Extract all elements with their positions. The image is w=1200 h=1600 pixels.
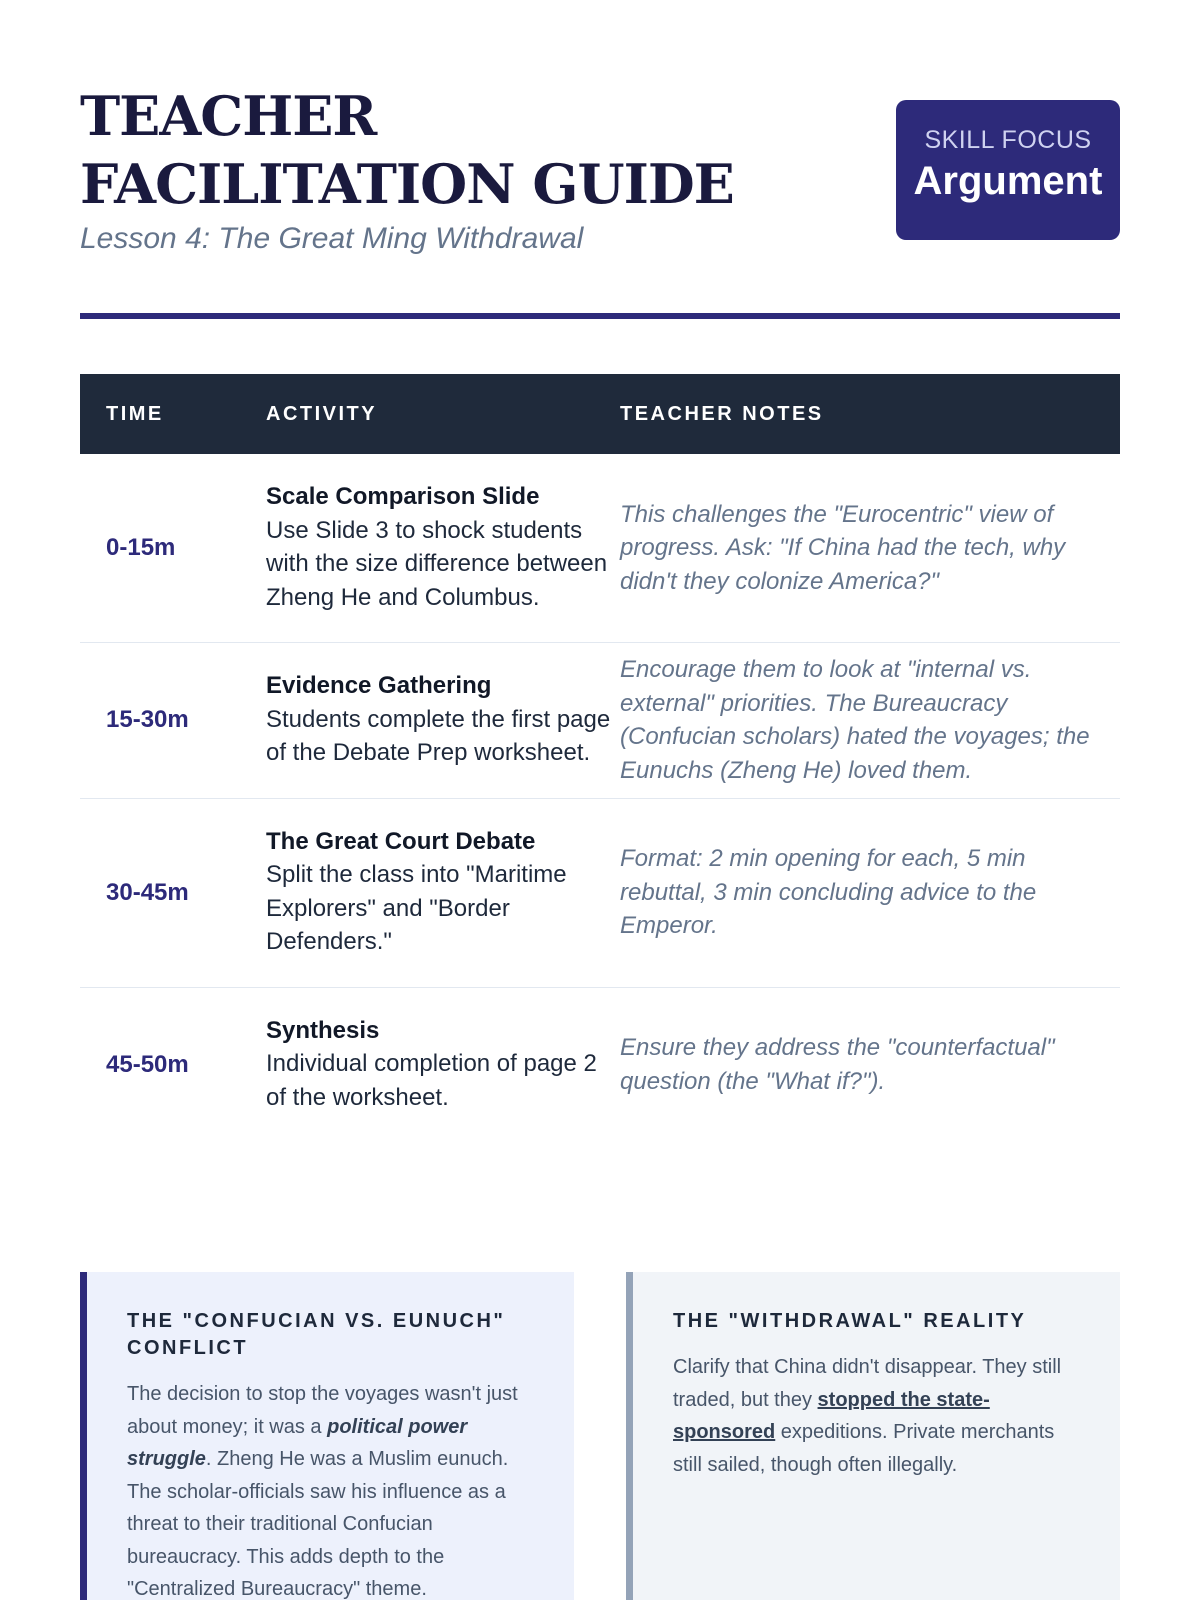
- time-cell: 15-30m: [80, 643, 266, 799]
- notes-cell: Ensure they address the "counterfactual" question (the "What if?").: [620, 1034, 1055, 1095]
- activity-cell: [266, 798, 620, 987]
- table-row: [80, 987, 1120, 1142]
- skill-focus-label: SKILL FOCUS: [924, 126, 1092, 154]
- callout-title: THE "WITHDRAWAL" REALITY: [673, 1310, 1027, 1332]
- skill-focus-badge: [896, 100, 1120, 240]
- activity-title: Evidence Gathering: [266, 672, 492, 699]
- callout-text-part: The decision to stop the voyages wasn't just about money; it was a: [127, 1383, 518, 1438]
- header-teacher-notes: TEACHER NOTES: [620, 402, 824, 425]
- callout-text: [127, 1378, 534, 1600]
- table-row: [80, 798, 1120, 987]
- table-header-row: [80, 374, 1120, 454]
- notes-cell: Format: 2 min opening for each, 5 min rebuttal, 3 min concluding advice to the Emperor.: [620, 798, 1120, 987]
- activity-title: Synthesis: [266, 1016, 380, 1044]
- callout-emphasis: stopped the state-sponsored: [673, 1388, 990, 1443]
- table-row: [80, 454, 1120, 643]
- header-activity: ACTIVITY: [266, 402, 378, 425]
- callout-text-part: expeditions. Private merchants still sailed, though often illegally.: [673, 1421, 1055, 1476]
- notes-cell: Encourage them to look at "internal vs. external" priorities. The Bureaucracy (Confucian scholars) hated the voyages; the Eunuchs (Zheng He) loved them.: [620, 643, 1120, 799]
- callout-title: THE "CONFUCIAN VS. EUNUCH" CONFLICT: [127, 1310, 506, 1359]
- lesson-subtitle: Lesson 4: The Great Ming Withdrawal: [80, 222, 584, 255]
- withdrawal-reality-callout: [626, 1272, 1120, 1600]
- callout-text-part: Clarify that China didn't disappear. They still traded, but they: [673, 1356, 1062, 1411]
- activity-title: Scale Comparison Slide: [266, 483, 540, 510]
- skill-focus-value: Argument: [913, 159, 1103, 203]
- activity-description: Split the class into "Maritime Explorers" and "Border Defenders.": [266, 861, 567, 955]
- lesson-schedule-table: [80, 374, 1120, 1142]
- confucian-eunuch-callout: [80, 1272, 574, 1600]
- page-title: TEACHER FACILITATION GUIDE: [80, 84, 734, 216]
- time-cell: 30-45m: [80, 798, 266, 987]
- activity-description: Students complete the first page of the Debate Prep worksheet.: [266, 705, 611, 766]
- callout-emphasis: political power struggle: [127, 1415, 468, 1470]
- callout-text: [673, 1351, 1080, 1481]
- table-row: [80, 643, 1120, 799]
- activity-description: Individual completion of page 2 of the worksheet.: [266, 1050, 597, 1111]
- activity-cell: [266, 987, 620, 1142]
- header-divider: [80, 313, 1120, 319]
- callout-text-part: . Zheng He was a Muslim eunuch. The scholar-officials saw his influence as a threat to their traditional Confucian bureaucracy. This adds depth to the "Centralized Bureaucracy" theme.: [127, 1448, 509, 1600]
- time-cell: 45-50m: [106, 1050, 189, 1078]
- activity-title: The Great Court Debate: [266, 827, 536, 855]
- notes-cell: This challenges the "Eurocentric" view of progress. Ask: "If China had the tech, why didn't they colonize America?": [620, 454, 1120, 643]
- activity-cell: [266, 643, 620, 799]
- activity-description: Use Slide 3 to shock students with the size difference between Zheng He and Columbus.: [266, 516, 608, 611]
- time-cell: 0-15m: [80, 454, 266, 643]
- activity-cell: [266, 454, 620, 643]
- header-time: TIME: [106, 402, 164, 425]
- header: [80, 82, 820, 256]
